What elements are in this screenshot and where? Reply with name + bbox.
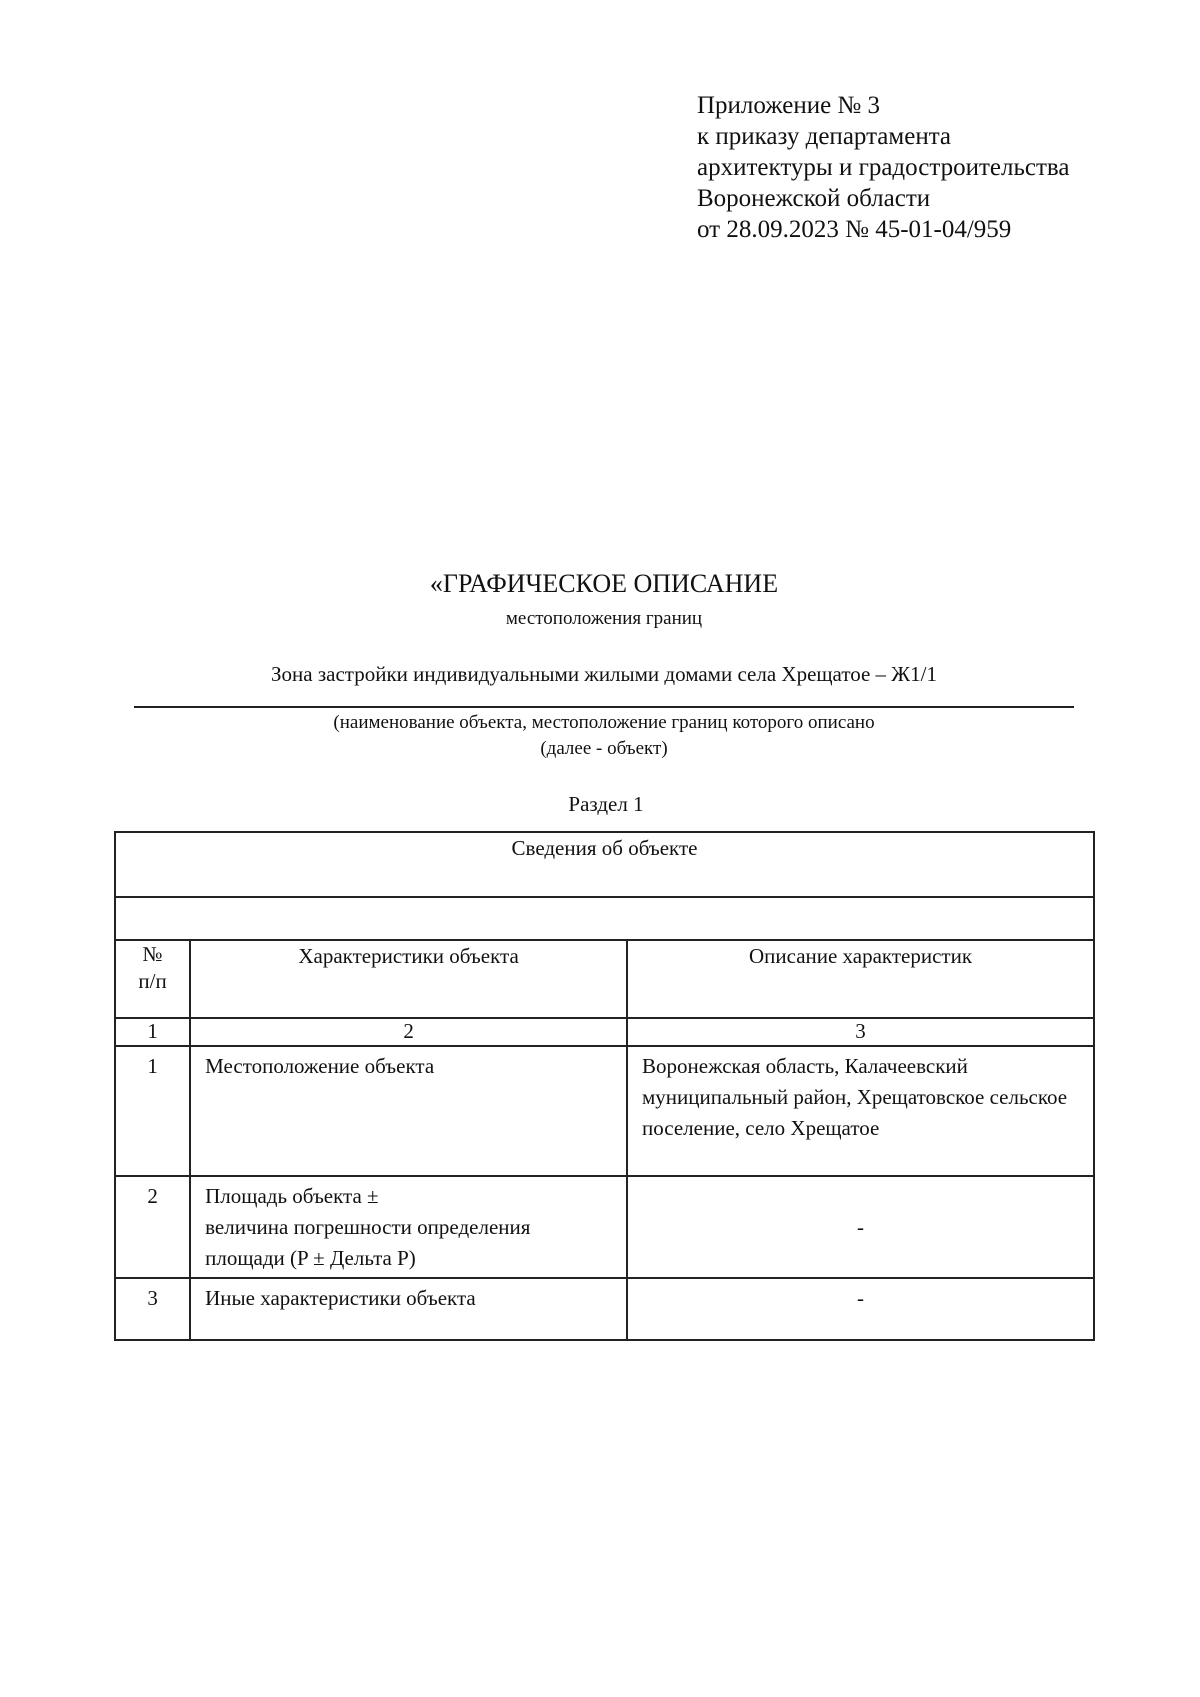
row-characteristic: Иные характеристики объекта — [190, 1278, 627, 1340]
column-number-row — [115, 1018, 1094, 1046]
appendix-line: к приказу департамента — [697, 123, 952, 150]
row-number: 3 — [115, 1278, 190, 1340]
column-number: 3 — [627, 1018, 1094, 1046]
caption-line: (наименование объекта, местоположение границ которого описано — [333, 712, 875, 733]
column-header-description: Описание характеристик — [627, 940, 1094, 1018]
table-row — [115, 1278, 1094, 1340]
row-characteristic-line: Площадь объекта ± — [205, 1184, 379, 1208]
column-header-num — [115, 940, 190, 1018]
row-characteristic: Местоположение объекта — [190, 1046, 627, 1176]
document-title: «ГРАФИЧЕСКОЕ ОПИСАНИЕ — [429, 569, 779, 598]
column-header-num-line1: № — [142, 942, 163, 966]
column-header-characteristic: Характеристики объекта — [190, 940, 627, 1018]
table-row — [115, 1046, 1094, 1176]
object-info-table — [114, 831, 1095, 1341]
row-description: - — [627, 1278, 1094, 1340]
appendix-line: от 28.09.2023 № 45-01-04/959 — [697, 216, 1012, 243]
column-header-row — [115, 940, 1094, 1018]
row-number: 2 — [115, 1176, 190, 1278]
blank-cell — [115, 897, 1094, 940]
table-title-row — [115, 832, 1094, 897]
row-characteristic-line: величина погрешности определения площади (P ± Дельта P) — [205, 1215, 531, 1270]
row-description: - — [627, 1176, 1094, 1278]
appendix-line: архитектуры и градостроительства — [697, 154, 1070, 181]
row-number: 1 — [115, 1046, 190, 1176]
appendix-line: Воронежской области — [697, 185, 931, 212]
object-name: Зона застройки индивидуальными жилыми домами села Хрещатое – Ж1/1 — [271, 662, 937, 686]
row-characteristic — [190, 1176, 627, 1278]
table-title: Сведения об объекте — [115, 832, 1094, 897]
column-number: 2 — [190, 1018, 627, 1046]
appendix-line: Приложение № 3 — [697, 92, 881, 119]
object-name-underline — [134, 706, 1074, 708]
document-subtitle: местоположения границ — [505, 608, 703, 629]
section-heading: Раздел 1 — [568, 792, 644, 816]
column-number: 1 — [115, 1018, 190, 1046]
table-row — [115, 1176, 1094, 1278]
row-description: Воронежская область, Калачеевский муниципальный район, Хрещатовское сельское поселение, село Хрещатое — [627, 1046, 1094, 1176]
caption-line: (далее - объект) — [540, 738, 668, 759]
object-name-caption — [0, 710, 1200, 762]
table-blank-row — [115, 897, 1094, 940]
appendix-block — [697, 90, 1069, 245]
column-header-num-line2: п/п — [138, 969, 167, 993]
